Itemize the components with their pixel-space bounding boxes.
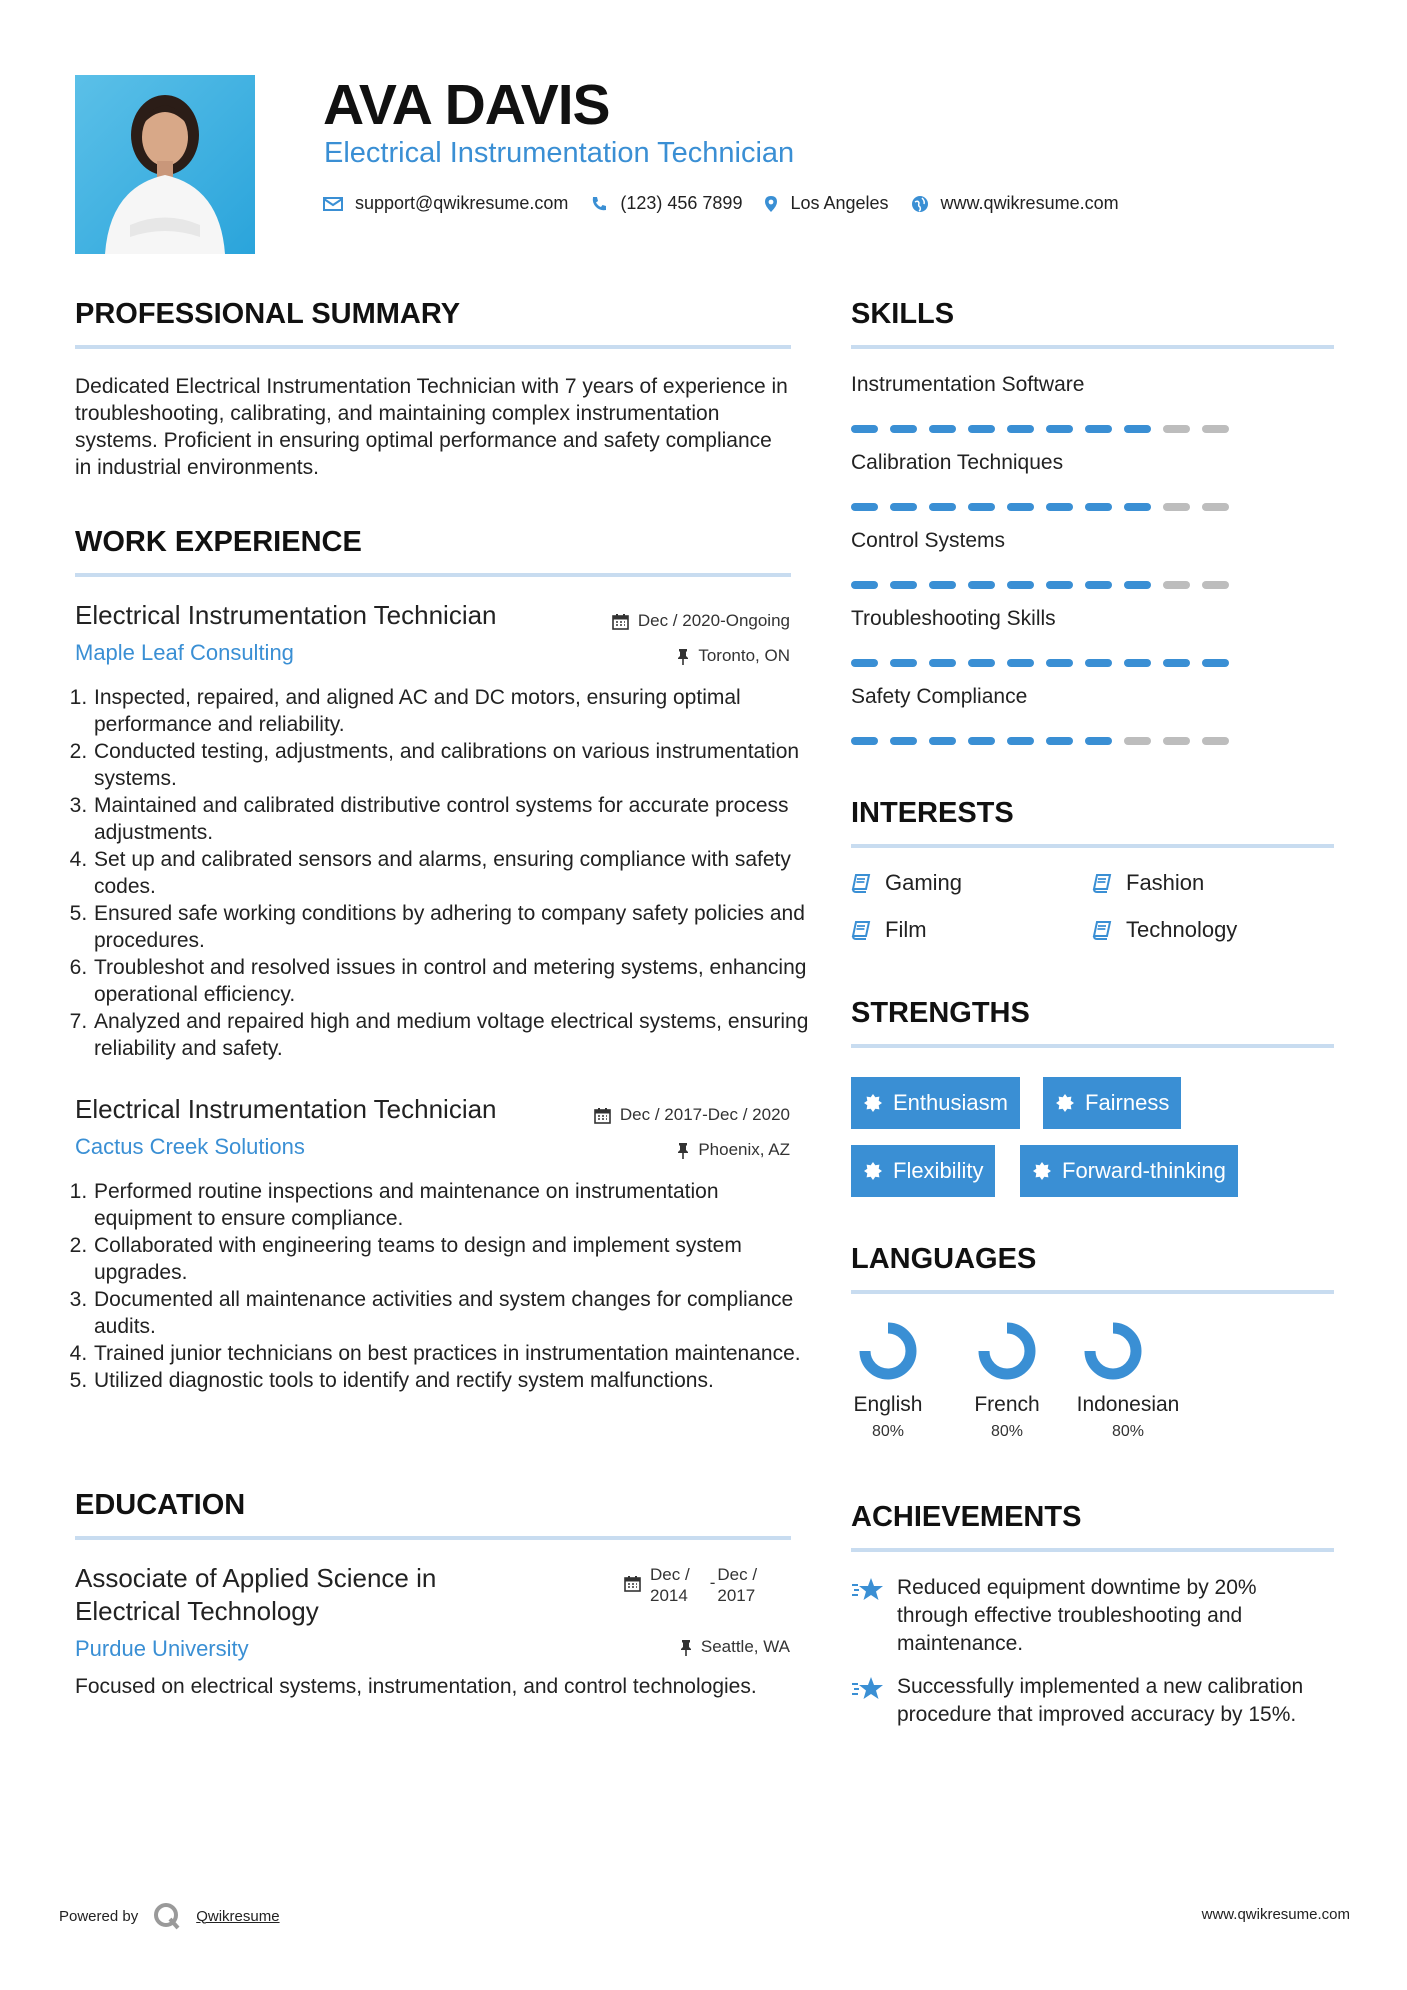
skill-level-dash	[1007, 581, 1034, 589]
skill-level-dash	[1163, 581, 1190, 589]
contact-phone[interactable]: (123) 456 7899	[620, 193, 743, 213]
skill-level-dash	[1163, 737, 1190, 745]
badge-icon	[1055, 1093, 1075, 1113]
language-item	[1052, 1320, 1204, 1441]
skill-level-dash	[851, 737, 878, 745]
skill-level-dash	[1124, 503, 1151, 511]
map-marker-icon	[764, 195, 778, 213]
job-duties-list	[75, 1178, 809, 1394]
summary-heading: PROFESSIONAL SUMMARY	[75, 298, 461, 330]
footer-website[interactable]: www.qwikresume.com	[1201, 1906, 1350, 1923]
envelope-icon	[323, 196, 343, 212]
strength-tag	[1020, 1145, 1238, 1197]
interests-heading: INTERESTS	[851, 797, 1014, 829]
skill-level-dash	[1202, 659, 1229, 667]
education-location-text: Seattle, WA	[700, 1637, 790, 1656]
duty-item: 3. Maintained and calibrated distributive control systems for accurate process adjustments.	[93, 792, 809, 846]
strength-tag	[851, 1077, 1020, 1129]
skill-level-dash	[1163, 425, 1190, 433]
duty-item: 5. Ensured safe working conditions by adhering to company safety policies and procedures.	[93, 900, 809, 954]
skill-level-dash	[968, 425, 995, 433]
interest-item	[851, 917, 927, 943]
skill-level-dash	[1046, 737, 1073, 745]
skill-level-dash	[890, 581, 917, 589]
contact-website[interactable]: www.qwikresume.com	[940, 193, 1119, 213]
interest-label: Technology	[1126, 917, 1238, 942]
start-year: 2014	[650, 1586, 688, 1605]
strength-tag	[851, 1145, 995, 1197]
duty-item: 2. Collaborated with engineering teams to design and implement system upgrades.	[93, 1232, 809, 1286]
footer-powered-by	[59, 1901, 280, 1931]
skill-level-dash	[1046, 503, 1073, 511]
duty-item: 1. Performed routine inspections and maintenance on instrumentation equipment to ensure compliance.	[93, 1178, 809, 1232]
skill-level-dash	[1007, 425, 1034, 433]
skill-level-dash	[929, 503, 956, 511]
education-location	[680, 1637, 790, 1657]
star-icon	[851, 1576, 885, 1602]
skill-level-dash	[968, 737, 995, 745]
strength-label: Forward-thinking	[1062, 1158, 1226, 1183]
strength-label: Flexibility	[893, 1158, 984, 1183]
skill-level-bar	[851, 737, 1241, 745]
achievements-divider	[851, 1548, 1334, 1552]
job-location	[677, 1140, 790, 1160]
job-title: Electrical Instrumentation Technician	[75, 600, 497, 630]
skill-level-dash	[1046, 659, 1073, 667]
end-year: 2017	[717, 1586, 756, 1605]
strengths-divider	[851, 1044, 1334, 1048]
skill-level-dash	[929, 659, 956, 667]
skill-level-dash	[968, 503, 995, 511]
interest-label: Fashion	[1126, 870, 1205, 895]
language-percent: 80%	[990, 1423, 1024, 1440]
badge-icon	[863, 1161, 883, 1181]
skill-level-dash	[851, 425, 878, 433]
skill-level-dash	[851, 581, 878, 589]
skill-level-dash	[890, 503, 917, 511]
education-dates	[624, 1564, 757, 1606]
calendar-icon	[612, 613, 629, 630]
interest-label: Gaming	[885, 870, 963, 895]
skill-name: Troubleshooting Skills	[851, 607, 1056, 630]
pushpin-icon	[677, 648, 689, 665]
interests-divider	[851, 844, 1334, 848]
skill-level-dash	[851, 659, 878, 667]
language-name: Indonesian	[1076, 1393, 1180, 1416]
skill-name: Calibration Techniques	[851, 451, 1064, 474]
job-company: Cactus Creek Solutions	[75, 1134, 305, 1159]
job-dates-text: Dec / 2017-Dec / 2020	[619, 1105, 790, 1124]
contact-location: Los Angeles	[790, 193, 889, 213]
qwikresume-logo-icon	[152, 1901, 182, 1931]
skill-level-bar	[851, 659, 1241, 667]
job-location-text: Phoenix, AZ	[698, 1140, 790, 1159]
phone-icon	[590, 195, 608, 213]
skill-level-dash	[1202, 737, 1229, 745]
skill-level-dash	[890, 659, 917, 667]
job-dates-text: Dec / 2020-Ongoing	[637, 611, 790, 630]
degree-line-1: Associate of Applied Science in	[75, 1563, 437, 1593]
experience-heading: WORK EXPERIENCE	[75, 526, 362, 558]
education-divider	[75, 1536, 791, 1540]
qwikresume-link[interactable]: Qwikresume	[196, 1907, 280, 1925]
interest-item	[1092, 870, 1204, 896]
interest-item	[1092, 917, 1237, 943]
skill-level-dash	[1202, 581, 1229, 589]
job-location	[677, 646, 790, 666]
candidate-role: Electrical Instrumentation Technician	[324, 137, 795, 169]
education-heading: EDUCATION	[75, 1489, 246, 1521]
achievement-item	[851, 1673, 1331, 1729]
job-dates	[594, 1105, 790, 1125]
strengths-heading: STRENGTHS	[851, 997, 1030, 1029]
skill-name: Control Systems	[851, 529, 1006, 552]
powered-by-label: Powered by	[59, 1907, 139, 1925]
skill-level-dash	[929, 425, 956, 433]
job-dates	[612, 611, 790, 631]
skill-level-dash	[1007, 737, 1034, 745]
skill-level-dash	[1085, 425, 1112, 433]
achievements-heading: ACHIEVEMENTS	[851, 1501, 1082, 1533]
skill-name: Instrumentation Software	[851, 373, 1085, 396]
skills-heading: SKILLS	[851, 298, 955, 330]
language-name: French	[974, 1393, 1040, 1416]
skill-level-dash	[1085, 737, 1112, 745]
job-title: Electrical Instrumentation Technician	[75, 1094, 497, 1124]
duty-item: 2. Conducted testing, adjustments, and calibrations on various instrumentation systems.	[93, 738, 809, 792]
strength-label: Enthusiasm	[893, 1090, 1008, 1115]
skill-level-dash	[1046, 425, 1073, 433]
book-icon	[851, 873, 871, 893]
skill-level-dash	[1085, 503, 1112, 511]
achievement-text: Successfully implemented a new calibration procedure that improved accuracy by 15%.	[897, 1675, 1304, 1726]
skill-level-dash	[1202, 503, 1229, 511]
skill-level-dash	[1163, 503, 1190, 511]
skill-level-dash	[1124, 425, 1151, 433]
degree-line-2: Electrical Technology	[75, 1596, 319, 1626]
star-icon	[851, 1675, 885, 1701]
language-progress-ring	[857, 1320, 919, 1382]
contact-bar	[323, 193, 1141, 214]
skill-level-bar	[851, 581, 1241, 589]
summary-divider	[75, 345, 791, 349]
education-start	[650, 1564, 690, 1606]
interest-label: Film	[885, 917, 927, 942]
skill-level-dash	[929, 581, 956, 589]
skill-level-dash	[1163, 659, 1190, 667]
strength-label: Fairness	[1085, 1090, 1170, 1115]
duty-item: 7. Analyzed and repaired high and medium voltage electrical systems, ensuring reliability and safety.	[93, 1008, 809, 1062]
skill-name: Safety Compliance	[851, 685, 1028, 708]
pushpin-icon	[680, 1639, 692, 1656]
skills-divider	[851, 345, 1334, 349]
end-month: Dec /	[717, 1565, 758, 1584]
skill-level-dash	[1124, 659, 1151, 667]
calendar-icon	[624, 1575, 641, 1592]
duty-item: 4. Trained junior technicians on best practices in instrumentation maintenance.	[93, 1340, 809, 1367]
pushpin-icon	[677, 1142, 689, 1159]
education-end	[717, 1564, 757, 1606]
skill-level-dash	[851, 503, 878, 511]
duty-item: 6. Troubleshot and resolved issues in control and metering systems, enhancing operational efficiency.	[93, 954, 809, 1008]
book-icon	[1092, 873, 1112, 893]
language-item	[952, 1320, 1062, 1441]
badge-icon	[1032, 1161, 1052, 1181]
achievement-text: Reduced equipment downtime by 20% through effective troubleshooting and maintenance.	[897, 1576, 1257, 1655]
experience-divider	[75, 573, 791, 577]
duty-item: 4. Set up and calibrated sensors and alarms, ensuring compliance with safety codes.	[93, 846, 809, 900]
language-progress-ring	[976, 1320, 1038, 1382]
badge-icon	[863, 1093, 883, 1113]
skill-level-dash	[968, 659, 995, 667]
skill-level-dash	[890, 425, 917, 433]
job-duties-list	[75, 684, 809, 1062]
skill-level-dash	[1007, 503, 1034, 511]
language-percent: 80%	[1111, 1423, 1145, 1440]
duty-item: 5. Utilized diagnostic tools to identify and rectify system malfunctions.	[93, 1367, 809, 1394]
education-description: Focused on electrical systems, instrumentation, and control technologies.	[75, 1675, 757, 1698]
duty-item: 1. Inspected, repaired, and aligned AC and DC motors, ensuring optimal performance and reliability.	[93, 684, 809, 738]
job-company: Maple Leaf Consulting	[75, 640, 294, 665]
language-progress-ring	[1082, 1320, 1144, 1382]
degree-title	[75, 1562, 436, 1628]
contact-email[interactable]: support@qwikresume.com	[355, 193, 569, 213]
skill-level-dash	[929, 737, 956, 745]
languages-divider	[851, 1290, 1334, 1294]
skill-level-dash	[1124, 737, 1151, 745]
skill-level-dash	[1007, 659, 1034, 667]
duty-item: 3. Documented all maintenance activities and system changes for compliance audits.	[93, 1286, 809, 1340]
strength-tag	[1043, 1077, 1181, 1129]
language-name: English	[853, 1393, 923, 1416]
achievement-item	[851, 1574, 1331, 1658]
book-icon	[851, 920, 871, 940]
skill-level-bar	[851, 425, 1241, 433]
summary-text: Dedicated Electrical Instrumentation Technician with 7 years of experience in troubleshooting, calibrating, and maintaining complex instrumentation systems. Proficient in ensuring optimal performance and safety compliance in industrial environments.	[75, 375, 788, 479]
profile-photo	[75, 75, 255, 254]
skill-level-dash	[1046, 581, 1073, 589]
languages-heading: LANGUAGES	[851, 1243, 1037, 1275]
skill-level-dash	[1085, 581, 1112, 589]
language-item	[833, 1320, 943, 1441]
skill-level-dash	[1124, 581, 1151, 589]
start-month: Dec /	[650, 1565, 690, 1584]
book-icon	[1092, 920, 1112, 940]
globe-icon	[911, 195, 929, 213]
calendar-icon	[594, 1107, 611, 1124]
candidate-name: AVA DAVIS	[323, 73, 610, 137]
skill-level-bar	[851, 503, 1241, 511]
skill-level-dash	[968, 581, 995, 589]
job-location-text: Toronto, ON	[698, 646, 790, 665]
skill-level-dash	[1085, 659, 1112, 667]
date-separator: -	[709, 1573, 716, 1592]
language-percent: 80%	[871, 1423, 905, 1440]
skill-level-dash	[1202, 425, 1229, 433]
interest-item	[851, 870, 962, 896]
school-name: Purdue University	[75, 1636, 249, 1661]
skill-level-dash	[890, 737, 917, 745]
